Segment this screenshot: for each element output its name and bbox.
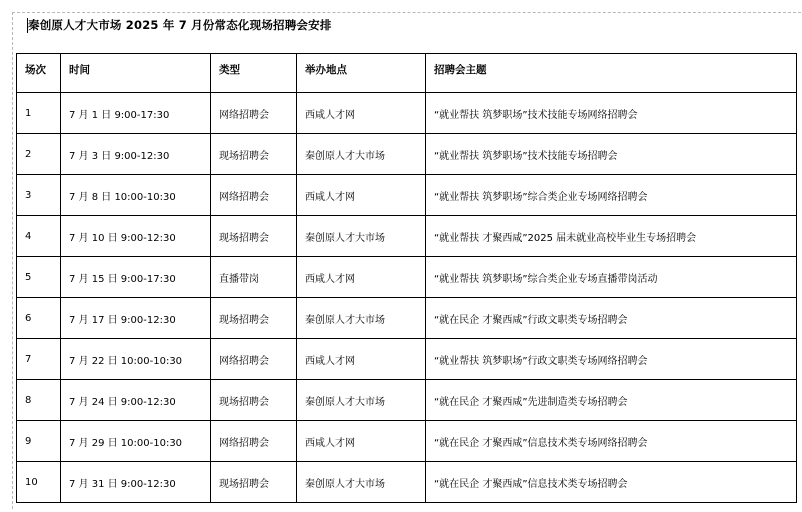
cell-type: 网络招聘会 bbox=[211, 93, 297, 134]
cell-venue: 西咸人才网 bbox=[297, 93, 426, 134]
cell-time: 7 月 8 日 10:00-10:30 bbox=[61, 175, 211, 216]
table-row bbox=[17, 298, 797, 339]
cell-venue: 西咸人才网 bbox=[297, 421, 426, 462]
cell-session: 2 bbox=[17, 134, 61, 175]
table-row bbox=[17, 216, 797, 257]
cell-theme: “就在民企 才聚西咸”信息技术类专场招聘会 bbox=[426, 462, 797, 503]
cell-type: 现场招聘会 bbox=[211, 134, 297, 175]
table-row bbox=[17, 462, 797, 503]
cell-venue: 秦创原人才大市场 bbox=[297, 134, 426, 175]
header-type: 类型 bbox=[211, 54, 297, 93]
header-venue: 举办地点 bbox=[297, 54, 426, 93]
cell-theme: “就业帮扶 筑梦职场”综合类企业专场直播带岗活动 bbox=[426, 257, 797, 298]
cell-type: 网络招聘会 bbox=[211, 421, 297, 462]
cell-theme: “就在民企 才聚西咸”先进制造类专场招聘会 bbox=[426, 380, 797, 421]
cell-session: 1 bbox=[17, 93, 61, 134]
header-time: 时间 bbox=[61, 54, 211, 93]
cell-time: 7 月 15 日 9:00-17:30 bbox=[61, 257, 211, 298]
cell-time: 7 月 31 日 9:00-12:30 bbox=[61, 462, 211, 503]
cell-venue: 西咸人才网 bbox=[297, 175, 426, 216]
cell-session: 3 bbox=[17, 175, 61, 216]
cell-theme: “就业帮扶 筑梦职场”技术技能专场网络招聘会 bbox=[426, 93, 797, 134]
cell-venue: 秦创原人才大市场 bbox=[297, 298, 426, 339]
cell-time: 7 月 24 日 9:00-12:30 bbox=[61, 380, 211, 421]
cell-venue: 秦创原人才大市场 bbox=[297, 216, 426, 257]
table-row bbox=[17, 257, 797, 298]
cell-type: 网络招聘会 bbox=[211, 339, 297, 380]
cell-time: 7 月 22 日 10:00-10:30 bbox=[61, 339, 211, 380]
cell-time: 7 月 10 日 9:00-12:30 bbox=[61, 216, 211, 257]
cell-theme: “就业帮扶 筑梦职场”技术技能专场招聘会 bbox=[426, 134, 797, 175]
table-row bbox=[17, 93, 797, 134]
cell-theme: “就在民企 才聚西咸”信息技术类专场网络招聘会 bbox=[426, 421, 797, 462]
cell-theme: “就业帮扶 筑梦职场”综合类企业专场网络招聘会 bbox=[426, 175, 797, 216]
cell-venue: 西咸人才网 bbox=[297, 257, 426, 298]
table-row bbox=[17, 421, 797, 462]
document-title: 秦创原人才大市场 2025 年 7 月份常态化现场招聘会安排 bbox=[28, 18, 332, 32]
cell-theme: “就业帮扶 筑梦职场”行政文职类专场网络招聘会 bbox=[426, 339, 797, 380]
cell-session: 6 bbox=[17, 298, 61, 339]
table-row bbox=[17, 339, 797, 380]
table-header-row bbox=[17, 54, 797, 93]
cell-time: 7 月 17 日 9:00-12:30 bbox=[61, 298, 211, 339]
cell-venue: 西咸人才网 bbox=[297, 339, 426, 380]
cell-theme: “就在民企 才聚西咸”行政文职类专场招聘会 bbox=[426, 298, 797, 339]
cell-venue: 秦创原人才大市场 bbox=[297, 462, 426, 503]
cell-session: 8 bbox=[17, 380, 61, 421]
cell-type: 直播带岗 bbox=[211, 257, 297, 298]
cell-time: 7 月 29 日 10:00-10:30 bbox=[61, 421, 211, 462]
cell-type: 现场招聘会 bbox=[211, 216, 297, 257]
cell-theme: “就业帮扶 才聚西咸”2025 届未就业高校毕业生专场招聘会 bbox=[426, 216, 797, 257]
cell-type: 现场招聘会 bbox=[211, 298, 297, 339]
cell-time: 7 月 1 日 9:00-17:30 bbox=[61, 93, 211, 134]
cell-session: 10 bbox=[17, 462, 61, 503]
schedule-table bbox=[16, 53, 797, 503]
cell-type: 网络招聘会 bbox=[211, 175, 297, 216]
table-row bbox=[17, 175, 797, 216]
cell-session: 7 bbox=[17, 339, 61, 380]
table-row bbox=[17, 134, 797, 175]
header-theme: 招聘会主题 bbox=[426, 54, 797, 93]
cell-session: 4 bbox=[17, 216, 61, 257]
cell-session: 5 bbox=[17, 257, 61, 298]
header-session: 场次 bbox=[17, 54, 61, 93]
table-row bbox=[17, 380, 797, 421]
cell-type: 现场招聘会 bbox=[211, 462, 297, 503]
cell-time: 7 月 3 日 9:00-12:30 bbox=[61, 134, 211, 175]
cell-session: 9 bbox=[17, 421, 61, 462]
cell-venue: 秦创原人才大市场 bbox=[297, 380, 426, 421]
cell-type: 现场招聘会 bbox=[211, 380, 297, 421]
